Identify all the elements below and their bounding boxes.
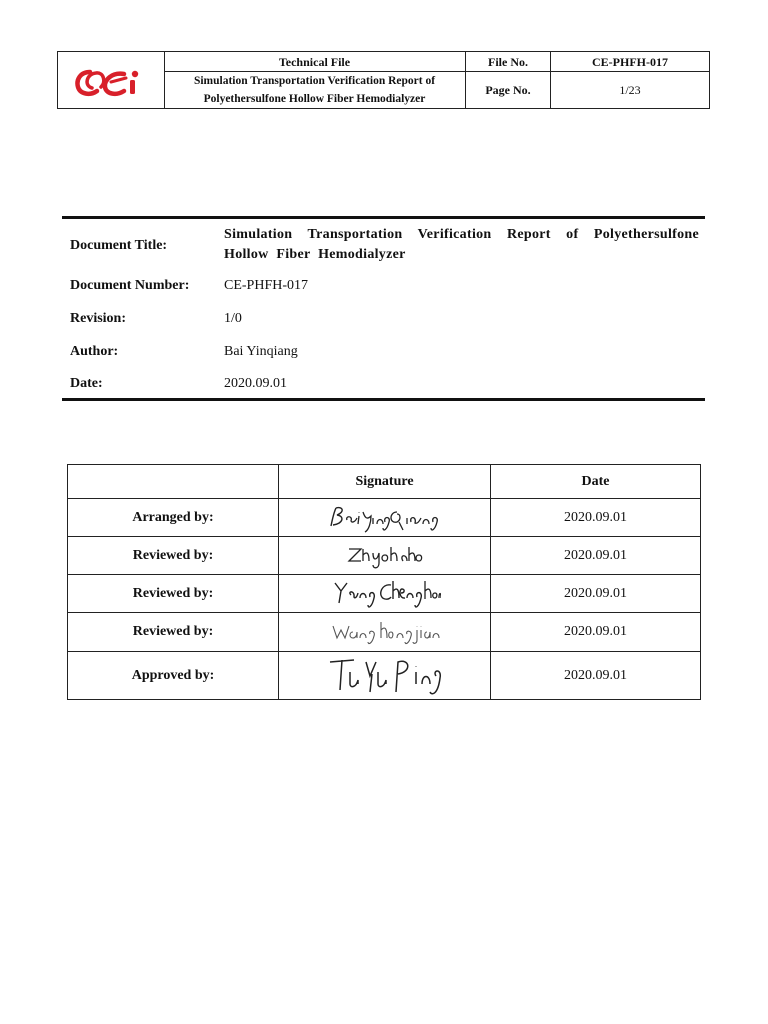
technical-file-label: Technical File <box>164 52 466 72</box>
author-value: Bai Yinqiang <box>224 344 298 359</box>
date-column-header: Date <box>491 465 701 499</box>
author-label: Author: <box>70 344 119 359</box>
document-header <box>57 51 710 109</box>
page-no-value: 1/23 <box>619 83 641 97</box>
role-label: Approved by: <box>68 652 279 700</box>
role-label: Reviewed by: <box>68 575 279 613</box>
date-cell: 2020.09.01 <box>491 537 701 575</box>
revision-value: 1/0 <box>224 311 242 326</box>
table-row <box>68 499 701 537</box>
date-value: 2020.09.01 <box>224 376 287 391</box>
signature-table <box>67 464 701 700</box>
table-row <box>68 537 701 575</box>
revision-label: Revision: <box>70 311 126 326</box>
date-cell: 2020.09.01 <box>491 613 701 652</box>
role-label: Reviewed by: <box>68 537 279 575</box>
document-number-value: CE-PHFH-017 <box>224 278 309 293</box>
header-empty-cell <box>68 465 279 499</box>
signature-column-header: Signature <box>279 465 491 499</box>
file-no-value: CE-PHFH-017 <box>551 52 709 72</box>
signature-table-header <box>68 465 701 499</box>
report-title: Simulation Transportation Verification Report of Polyethersulfone Hollow Fiber Hemodialyzer <box>164 72 466 108</box>
table-row <box>68 613 701 652</box>
table-row <box>68 575 701 613</box>
document-title-value: Simulation Transportation Verification Report of Polyethersulfone Hollow Fiber Hemodialyzer <box>224 227 699 262</box>
role-label: Reviewed by: <box>68 613 279 652</box>
signature-wang-hongjian <box>279 613 491 652</box>
date-cell: 2020.09.01 <box>491 499 701 537</box>
document-title-label: Document Title: <box>70 238 168 253</box>
document-number-label: Document Number: <box>70 278 190 293</box>
signature-yang-chenghong <box>279 575 491 613</box>
page-no-label: Page No. <box>466 72 551 108</box>
document-info <box>62 216 705 401</box>
company-logo <box>74 66 148 100</box>
date-cell: 2020.09.01 <box>491 575 701 613</box>
role-label: Arranged by: <box>68 499 279 537</box>
table-row <box>68 652 701 700</box>
signature-tu-yu-ping <box>279 652 491 700</box>
logo-cell <box>58 52 165 108</box>
date-cell: 2020.09.01 <box>491 652 701 700</box>
signature-zhuyuhao <box>279 537 491 575</box>
file-no-label: File No. <box>466 52 551 72</box>
date-label: Date: <box>70 376 103 391</box>
signature-bai-yinqiang <box>279 499 491 537</box>
